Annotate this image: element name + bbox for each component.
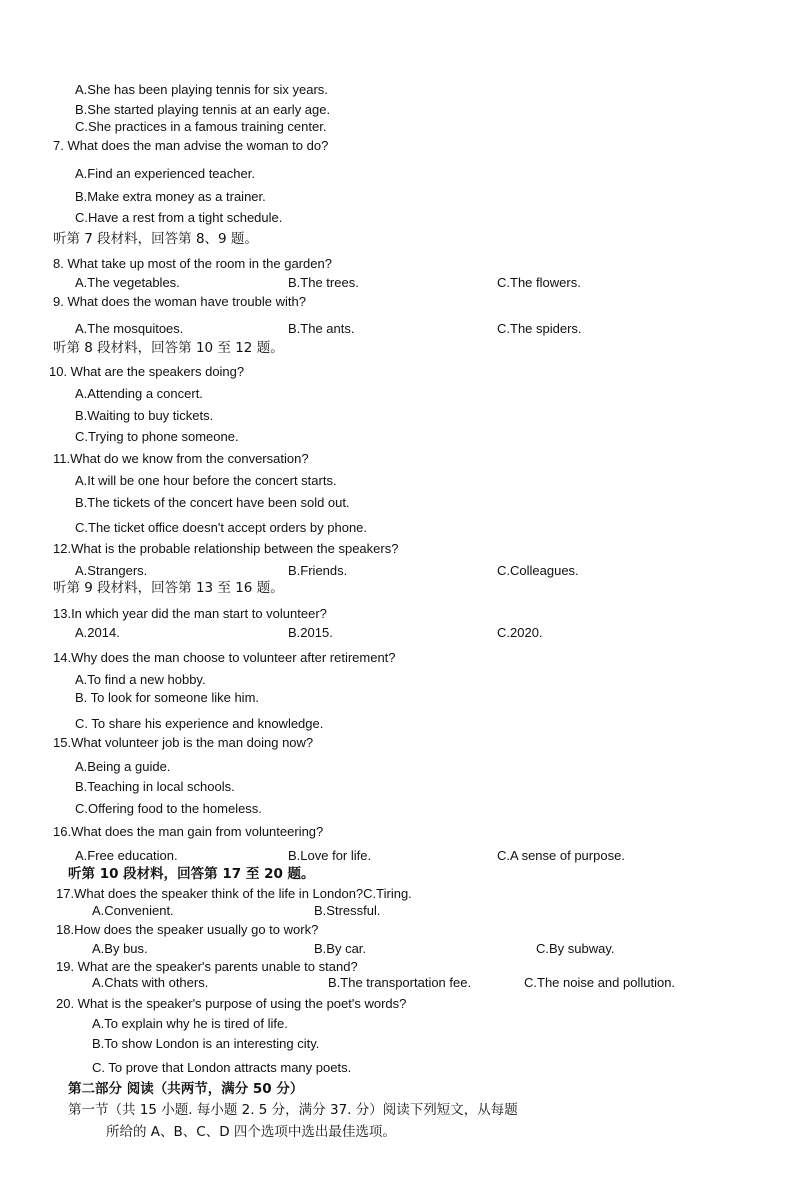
q15-option-c: C.Offering food to the homeless. — [75, 801, 262, 816]
q18-option-b: B.By car. — [314, 941, 367, 956]
q13-option-a: A.2014. — [75, 625, 120, 640]
q16-option-b: B.Love for life. — [288, 848, 372, 863]
section-7-instruction: 听第 7 段材料，回答第 8、9 题。 — [53, 231, 258, 247]
q12-option-a: A.Strangers. — [75, 563, 148, 578]
part2-instruction-line1: 第一节（共 15 小题. 每小题 2. 5 分，满分 37. 分）阅读下列短文，从每题 — [68, 1102, 518, 1118]
q14-stem: 14.Why does the man choose to volunteer after retirement? — [53, 650, 396, 665]
q15-option-a: A.Being a guide. — [75, 759, 171, 774]
q14-option-b: B. To look for someone like him. — [75, 690, 260, 705]
q12-option-c: C.Colleagues. — [497, 563, 579, 578]
part2-instruction-line2: 所给的 A、B、C、D 四个选项中选出最佳选项。 — [106, 1124, 396, 1140]
q7-option-a: A.Find an experienced teacher. — [75, 166, 255, 181]
q9-option-a: A.The mosquitoes. — [75, 321, 184, 336]
q13-option-c: C.2020. — [497, 625, 543, 640]
q15-stem: 15.What volunteer job is the man doing now? — [53, 735, 314, 750]
q16-stem: 16.What does the man gain from volunteering? — [53, 824, 324, 839]
part2-title: 第二部分 阅读（共两节，满分 50 分） — [68, 1081, 304, 1097]
q13-stem: 13.In which year did the man start to volunteer? — [53, 606, 327, 621]
q11-option-c: C.The ticket office doesn't accept orders by phone. — [75, 520, 368, 535]
q8-option-b: B.The trees. — [288, 275, 359, 290]
q11-stem: 11.What do we know from the conversation? — [53, 451, 309, 466]
q18-stem: 18.How does the speaker usually go to work? — [56, 922, 319, 937]
q19-stem: 19. What are the speaker's parents unable to stand? — [56, 959, 358, 974]
q10-option-b: B.Waiting to buy tickets. — [75, 408, 214, 423]
q20-option-b: B.To show London is an interesting city. — [92, 1036, 320, 1051]
q7-option-c: C.Have a rest from a tight schedule. — [75, 210, 283, 225]
q16-option-a: A.Free education. — [75, 848, 178, 863]
q20-option-c: C. To prove that London attracts many poets. — [92, 1060, 352, 1075]
q11-option-a: A.It will be one hour before the concert starts. — [75, 473, 337, 488]
q10-stem: 10. What are the speakers doing? — [49, 364, 245, 379]
q19-option-c: C.The noise and pollution. — [524, 975, 676, 990]
q10-option-c: C.Trying to phone someone. — [75, 429, 239, 444]
q10-option-a: A.Attending a concert. — [75, 386, 203, 401]
q14-option-a: A.To find a new hobby. — [75, 672, 206, 687]
q17-option-a: A.Convenient. — [92, 903, 174, 918]
q6-option-a: A.She has been playing tennis for six years. — [75, 82, 328, 97]
q15-option-b: B.Teaching in local schools. — [75, 779, 235, 794]
q6-option-c: C.She practices in a famous training center. — [75, 119, 327, 134]
q11-option-b: B.The tickets of the concert have been sold out. — [75, 495, 350, 510]
q20-stem: 20. What is the speaker's purpose of using the poet's words? — [56, 996, 407, 1011]
q8-stem: 8. What take up most of the room in the garden? — [53, 256, 332, 271]
q12-stem: 12.What is the probable relationship between the speakers? — [53, 541, 399, 556]
q18-option-c: C.By subway. — [536, 941, 615, 956]
q17-option-b: B.Stressful. — [314, 903, 381, 918]
q16-option-c: C.A sense of purpose. — [497, 848, 625, 863]
q19-option-a: A.Chats with others. — [92, 975, 209, 990]
q18-option-a: A.By bus. — [92, 941, 148, 956]
q9-option-b: B.The ants. — [288, 321, 355, 336]
section-10-instruction: 听第 10 段材料，回答第 17 至 20 题。 — [68, 866, 315, 882]
q14-option-c: C. To share his experience and knowledge. — [75, 716, 324, 731]
q9-option-c: C.The spiders. — [497, 321, 582, 336]
q8-option-c: C.The flowers. — [497, 275, 581, 290]
section-8-instruction: 听第 8 段材料，回答第 10 至 12 题。 — [53, 340, 284, 356]
q9-stem: 9. What does the woman have trouble with? — [53, 294, 306, 309]
q6-option-b: B.She started playing tennis at an early age. — [75, 102, 331, 117]
section-9-instruction: 听第 9 段材料，回答第 13 至 16 题。 — [53, 580, 284, 596]
q13-option-b: B.2015. — [288, 625, 333, 640]
q7-option-b: B.Make extra money as a trainer. — [75, 189, 266, 204]
q19-option-b: B.The transportation fee. — [328, 975, 472, 990]
q12-option-b: B.Friends. — [288, 563, 348, 578]
q7-stem: 7. What does the man advise the woman to do? — [53, 138, 329, 153]
q20-option-a: A.To explain why he is tired of life. — [92, 1016, 288, 1031]
q8-option-a: A.The vegetables. — [75, 275, 180, 290]
q17-stem: 17.What does the speaker think of the life in London?C.Tiring. — [56, 886, 412, 901]
